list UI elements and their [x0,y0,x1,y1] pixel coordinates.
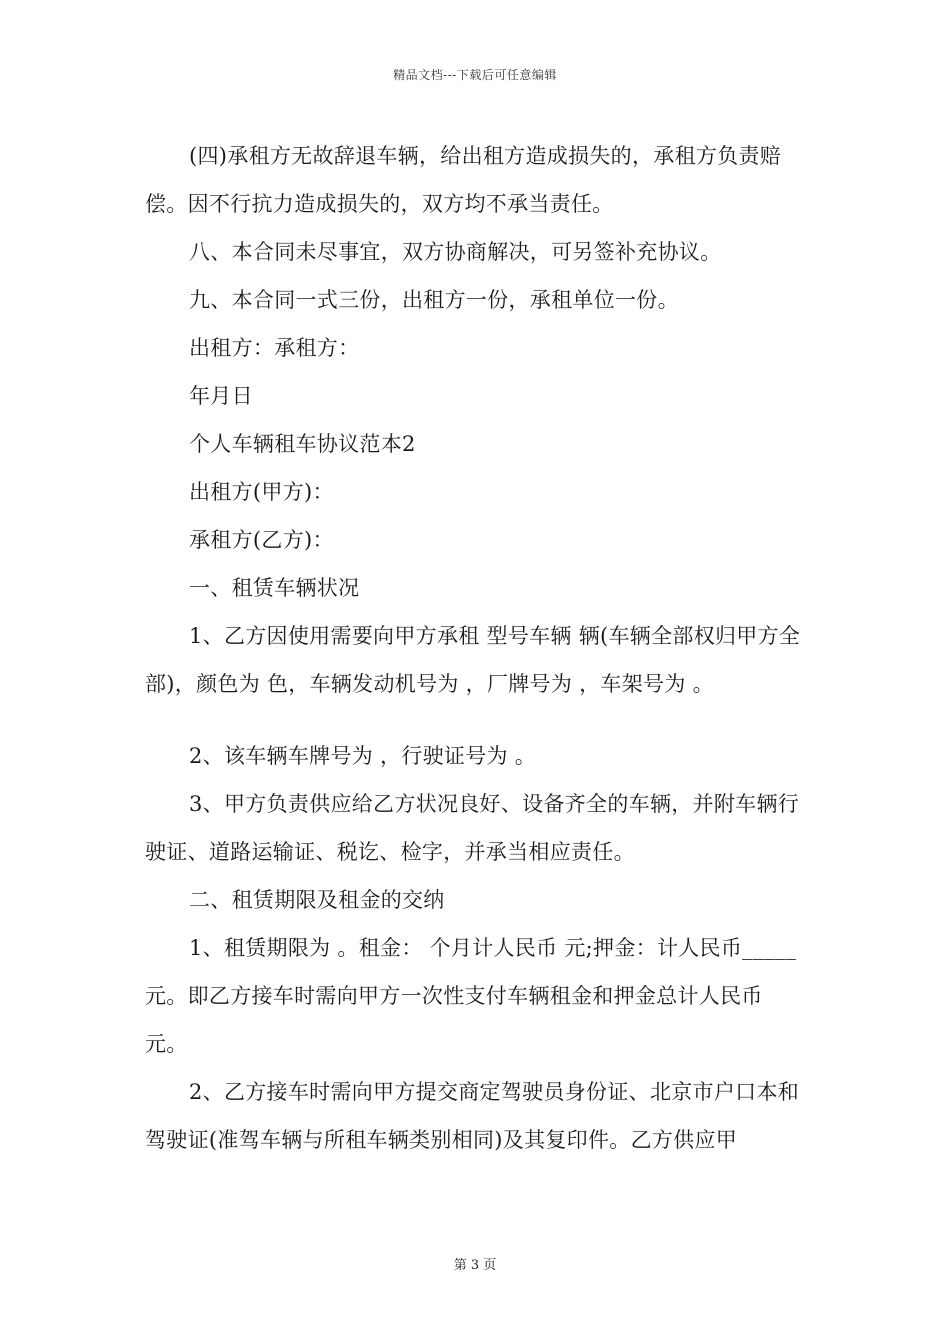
paragraph-signatures: 出租方：承租方： [189,336,360,360]
paragraph-item-1-term: 1、租赁期限为 。租金： 个月计人民币 元;押金：计人民币_____元。即乙方接车时需向甲方一次性支付车辆租金和押金总计人民币 元。 [145,936,797,1056]
paragraph-lessor: 出租方(甲方)： [189,480,334,504]
paragraph-item-3-supply: 3、甲方负责供应给乙方状况良好、设备齐全的车辆，并附车辆行驶证、道路运输证、税讫、检字，并承当相应责任。 [145,792,800,864]
paragraph-item-2-documents: 2、乙方接车时需向甲方提交商定驾驶员身份证、北京市户口本和驾驶证(准驾车辆与所租车辆类别相同)及其复印件。乙方供应甲 [145,1080,800,1152]
section-title: 个人车辆租车协议范本2 [189,432,416,456]
paragraph-item-1-vehicle: 1、乙方因使用需要向甲方承租 型号车辆 辆(车辆全部权归甲方全部)，颜色为 色，车辆发动机号为 ，厂牌号为 ，车架号为 。 [145,624,801,696]
paragraph-item-2-plate: 2、该车辆车牌号为 ，行驶证号为 。 [189,744,537,768]
page-number: 第 3 页 [453,1258,497,1273]
page-header: 精品文档---下载后可任意编辑 [393,68,557,82]
paragraph-clause-9: 九、本合同一式三份，出租方一份，承租单位一份。 [189,288,679,312]
document-body [145,132,810,1164]
paragraph-clause-8: 八、本合同未尽事宜，双方协商解决，可另签补充协议。 [189,240,722,264]
heading-lease-term: 二、租赁期限及租金的交纳 [189,888,445,912]
heading-vehicle-status: 一、租赁车辆状况 [189,576,360,600]
paragraph-date: 年月日 [189,384,253,408]
paragraph-lessee: 承租方(乙方)： [189,528,334,552]
paragraph-clause-4-compensation: (四)承租方无故辞退车辆，给出租方造成损失的，承租方负责赔偿。因不行抗力造成损失的，双方均不承当责任。 [145,144,782,216]
